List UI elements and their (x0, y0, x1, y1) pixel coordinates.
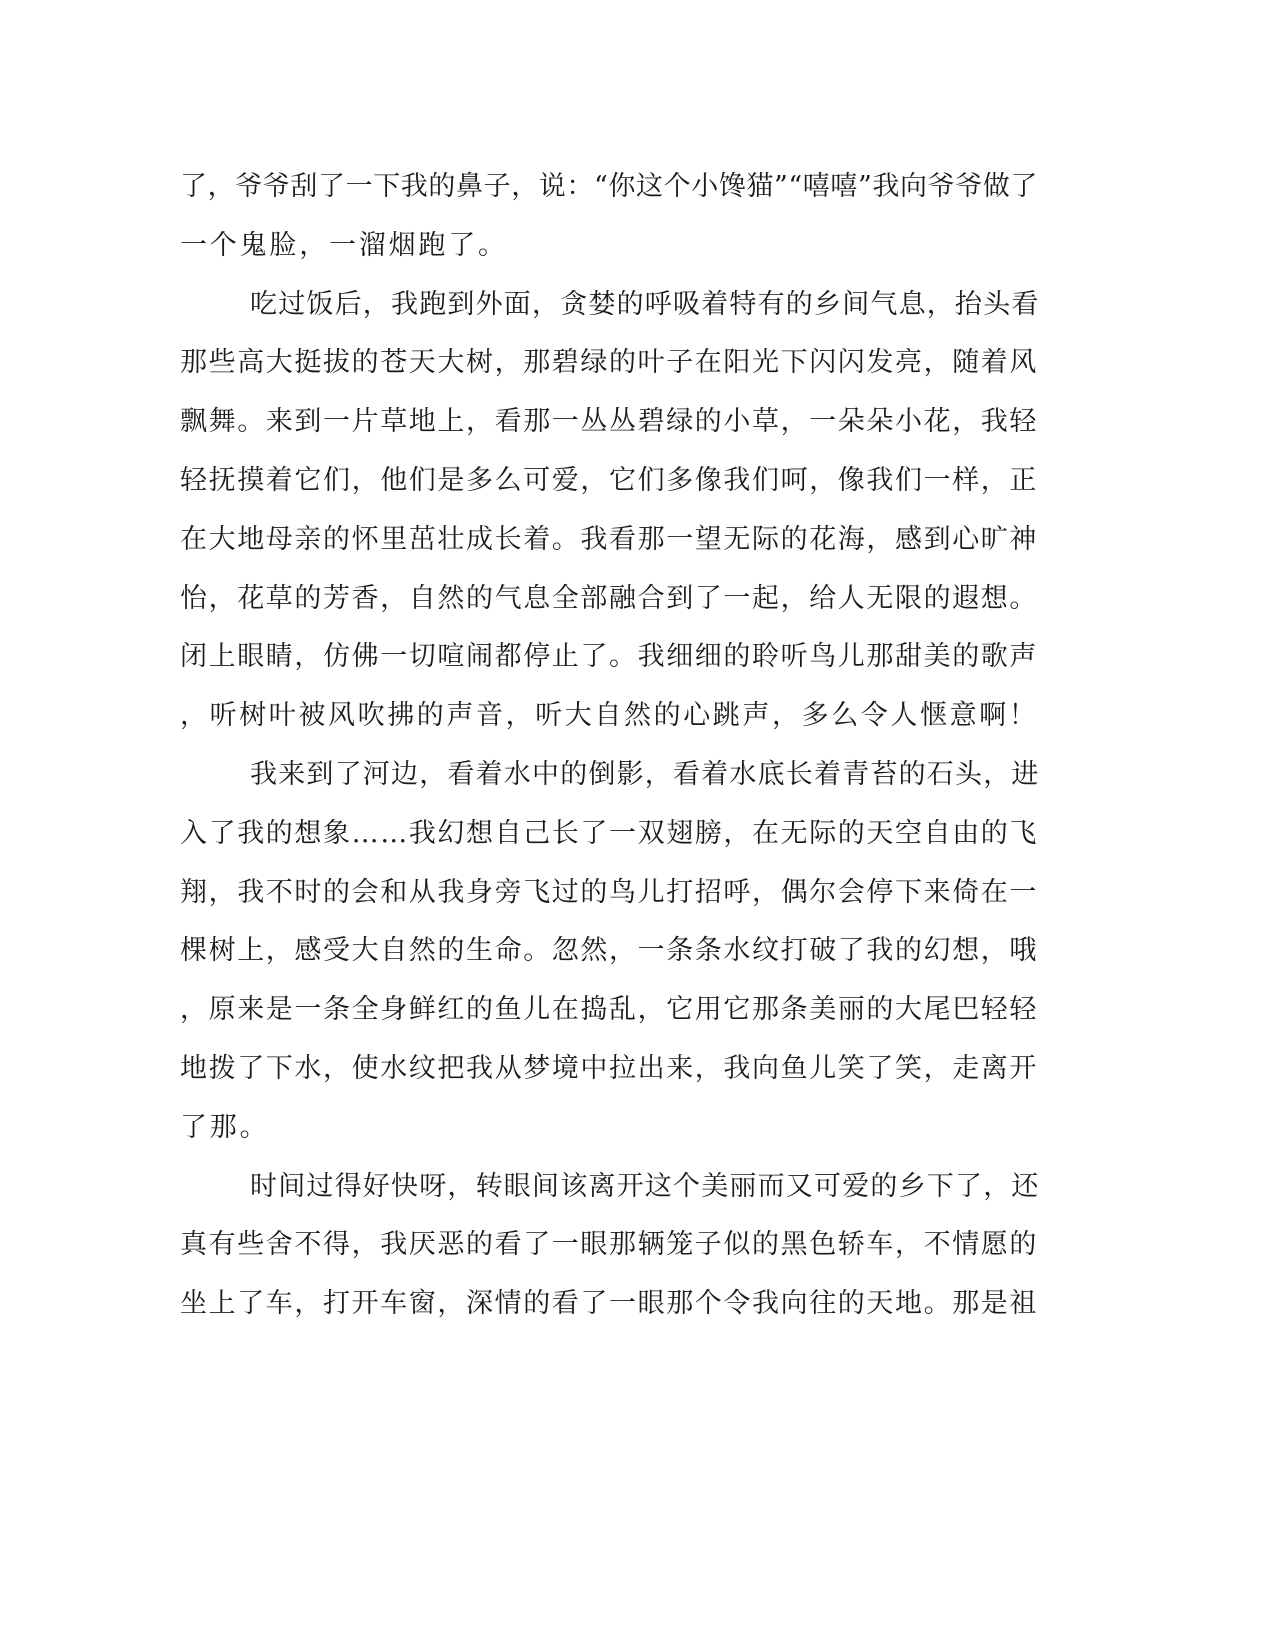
text-line: 地拨了下水，使水纹把我从梦境中拉出来，我向鱼儿笑了笑，走离开 (180, 1052, 1038, 1084)
paragraph-first-line: 我来到了河边，看着水中的倒影，看着水底长着青苔的石头，进 (250, 758, 1040, 790)
text-line: 飘舞。来到一片草地上，看那一丛丛碧绿的小草，一朵朵小花，我轻 (180, 406, 1038, 438)
text-line: 怡，花草的芳香，自然的气息全部融合到了一起，给人无限的遐想。 (180, 582, 1038, 614)
text-line: ，原来是一条全身鲜红的鱼儿在捣乱，它用它那条美丽的大尾巴轻轻 (180, 994, 1038, 1026)
text-line: 了，爷爷刮了一下我的鼻子，说：“你这个小馋猫”“嘻嘻”我向爷爷做了 (180, 171, 1039, 202)
paragraph-first-line: 吃过饭后，我跑到外面，贪婪的呼吸着特有的乡间气息，抬头看 (250, 288, 1040, 320)
text-line: 翔，我不时的会和从我身旁飞过的鸟儿打招呼，偶尔会停下来倚在一 (180, 876, 1038, 908)
text-line: ，听树叶被风吹拂的声音，听大自然的心跳声，多么令人惬意啊！ (180, 700, 1039, 732)
text-line: 闭上眼睛，仿佛一切喧闹都停止了。我细细的聆听鸟儿那甜美的歌声 (180, 641, 1038, 673)
document-body (180, 158, 1040, 1334)
text-line: 入了我的想象……我幻想自己长了一双翅膀，在无际的天空自由的飞 (180, 817, 1038, 849)
text-line: 了那。 (180, 1111, 270, 1143)
text-line: 棵树上，感受大自然的生命。忽然，一条条水纹打破了我的幻想，哦 (180, 935, 1038, 967)
paragraph-first-line: 时间过得好快呀，转眼间该离开这个美丽而又可爱的乡下了，还 (250, 1170, 1040, 1202)
text-line: 那些高大挺拔的苍天大树，那碧绿的叶子在阳光下闪闪发亮，随着风 (180, 347, 1038, 379)
text-line: 轻抚摸着它们，他们是多么可爱，它们多像我们呵，像我们一样，正 (180, 464, 1038, 496)
text-line: 一个鬼脸，一溜烟跑了。 (180, 229, 508, 261)
text-line: 真有些舍不得，我厌恶的看了一眼那辆笼子似的黑色轿车，不情愿的 (180, 1229, 1038, 1261)
text-line: 在大地母亲的怀里茁壮成长着。我看那一望无际的花海，感到心旷神 (180, 523, 1038, 555)
text-line: 坐上了车，打开车窗，深情的看了一眼那个令我向往的天地。那是祖 (180, 1288, 1038, 1320)
